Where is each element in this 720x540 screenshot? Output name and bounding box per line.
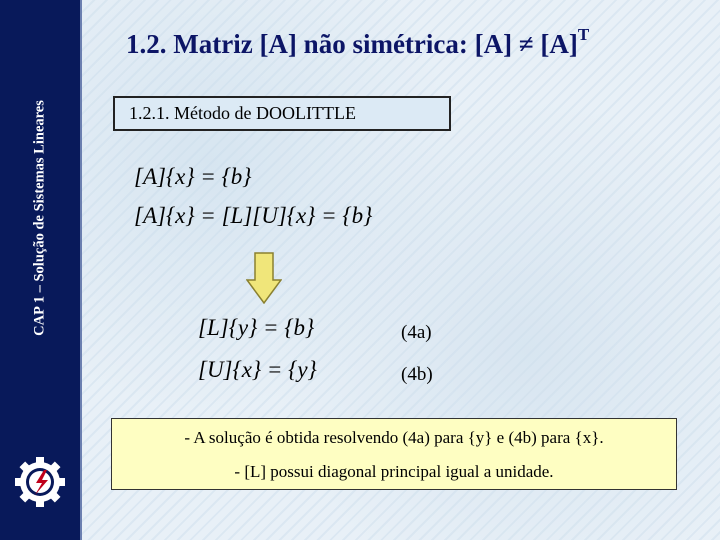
equation-decomposition: [A]{x} = [L][U]{x} = {b} [134, 203, 373, 228]
equation-4b: [U]{x} = {y} [198, 357, 317, 382]
slide-title [126, 25, 590, 60]
down-arrow-icon [246, 252, 282, 304]
chapter-label: CAP 1 – Solução de Sistemas Lineares [31, 100, 48, 336]
section-subtitle: 1.2.1. Método de DOOLITTLE [113, 96, 451, 131]
equation-system: [A]{x} = {b} [134, 164, 252, 189]
equation-label-4b: (4b) [401, 364, 433, 385]
transpose-superscript: T [577, 25, 590, 44]
note-line-1: - A solução é obtida resolvendo (4a) para {y} e (4b) para {x}. [184, 428, 604, 447]
engineering-gear-logo-icon [14, 456, 66, 508]
slide-title-text: 1.2. Matriz [A] não simétrica: [A] ≠ [A] [126, 29, 578, 59]
sidebar-divider [80, 0, 82, 540]
notes-box [111, 418, 677, 490]
equation-4a: [L]{y} = {b} [198, 315, 315, 340]
equation-label-4a: (4a) [401, 322, 432, 343]
sidebar [0, 0, 80, 540]
note-line-2: - [L] possui diagonal principal igual a unidade. [234, 462, 554, 481]
